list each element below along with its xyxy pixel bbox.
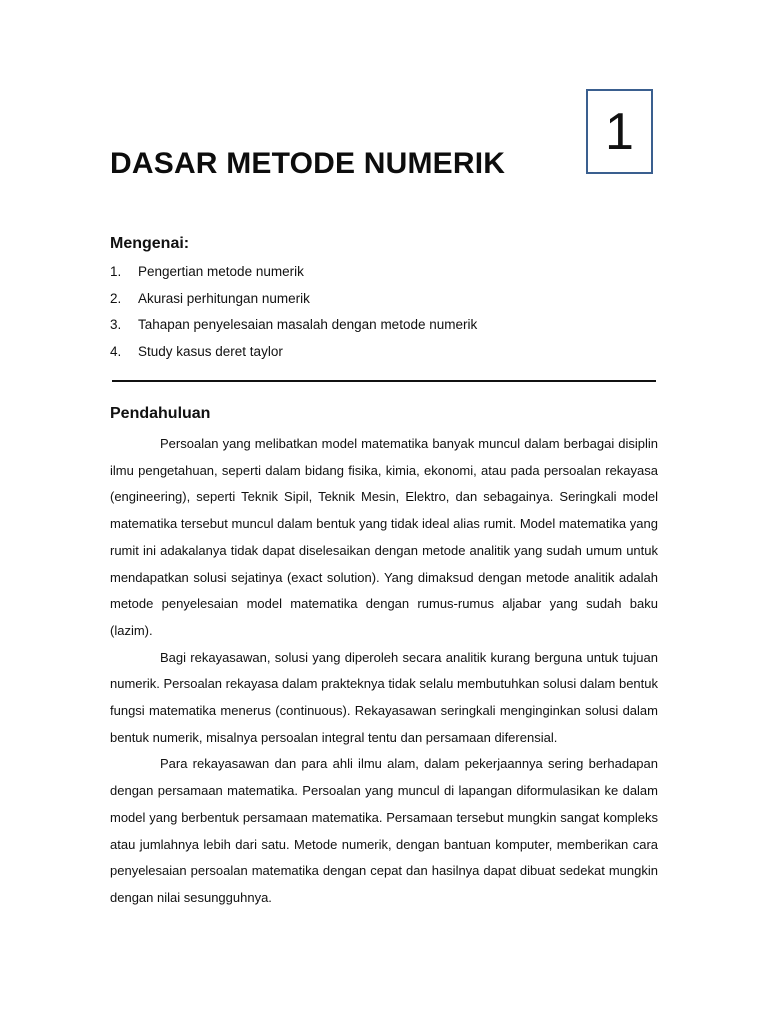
section-divider bbox=[112, 380, 656, 382]
list-item bbox=[110, 317, 477, 344]
paragraph: Persoalan yang melibatkan model matematika banyak muncul dalam berbagai disiplin ilmu pengetahuan, seperti dalam bidang fisika, kimia, ekonomi, atau pada persoalan rekayasa (engineering), seperti Teknik Sipil, Teknik Mesin, Elektro, dan sebagainya. Seringkali model matematika tersebut muncul dalam bentuk yang tidak ideal alias rumit. Model matematika yang rumit ini adakalanya tidak dapat diselesaikan dengan metode analitik yang sudah umum untuk mendapatkan solusi sejatinya (exact solution). Yang dimaksud dengan metode analitik adalah metode penyelesaian model matematika dengan rumus-rumus aljabar yang sudah baku (lazim). bbox=[110, 436, 658, 638]
list-item-text: Pengertian metode numerik bbox=[138, 264, 304, 279]
list-item bbox=[110, 264, 477, 291]
section-heading-pendahuluan: Pendahuluan bbox=[110, 405, 211, 422]
list-item-number: 4. bbox=[110, 344, 122, 360]
list-item-text: Tahapan penyelesaian masalah dengan metode numerik bbox=[138, 317, 478, 333]
paragraph: Para rekayasawan dan para ahli ilmu alam, dalam pekerjaannya sering berhadapan dengan persamaan matematika. Persoalan yang muncul di lapangan diformulasikan ke dalam model yang berbentuk persamaan matematika. Persamaan tersebut mungkin sangat kompleks atau jumlahnya lebih dari satu. Metode numerik, dengan bantuan komputer, memberikan cara penyelesaian persoalan matematika dengan cepat dan hasilnya dapat dibuat sedekat mungkin dengan nilai sesungguhnya. bbox=[110, 756, 658, 905]
chapter-number-box bbox=[586, 89, 653, 174]
list-item-number: 1. bbox=[110, 264, 122, 279]
list-item bbox=[110, 291, 477, 318]
list-item-text: Study kasus deret taylor bbox=[138, 344, 283, 360]
section-body bbox=[110, 431, 658, 912]
page-title: DASAR METODE NUMERIK bbox=[110, 147, 506, 180]
topic-list bbox=[110, 264, 477, 371]
list-item-number: 2. bbox=[110, 290, 122, 306]
list-item-text: Akurasi perhitungan numerik bbox=[138, 290, 310, 306]
paragraph: Bagi rekayasawan, solusi yang diperoleh secara analitik kurang berguna untuk tujuan numerik. Persoalan rekayasa dalam prakteknya tidak selalu membutuhkan solusi dalam bentuk fungsi matematika menerus (continuous). Rekayasawan seringkali menginginkan solusi dalam bentuk numerik, misalnya persoalan integral tentu dan persamaan diferensial. bbox=[110, 649, 658, 745]
list-item-number: 3. bbox=[110, 317, 122, 333]
mengenai-heading: Mengenai: bbox=[110, 235, 190, 252]
chapter-number: 1 bbox=[605, 102, 634, 161]
list-item bbox=[110, 344, 477, 371]
